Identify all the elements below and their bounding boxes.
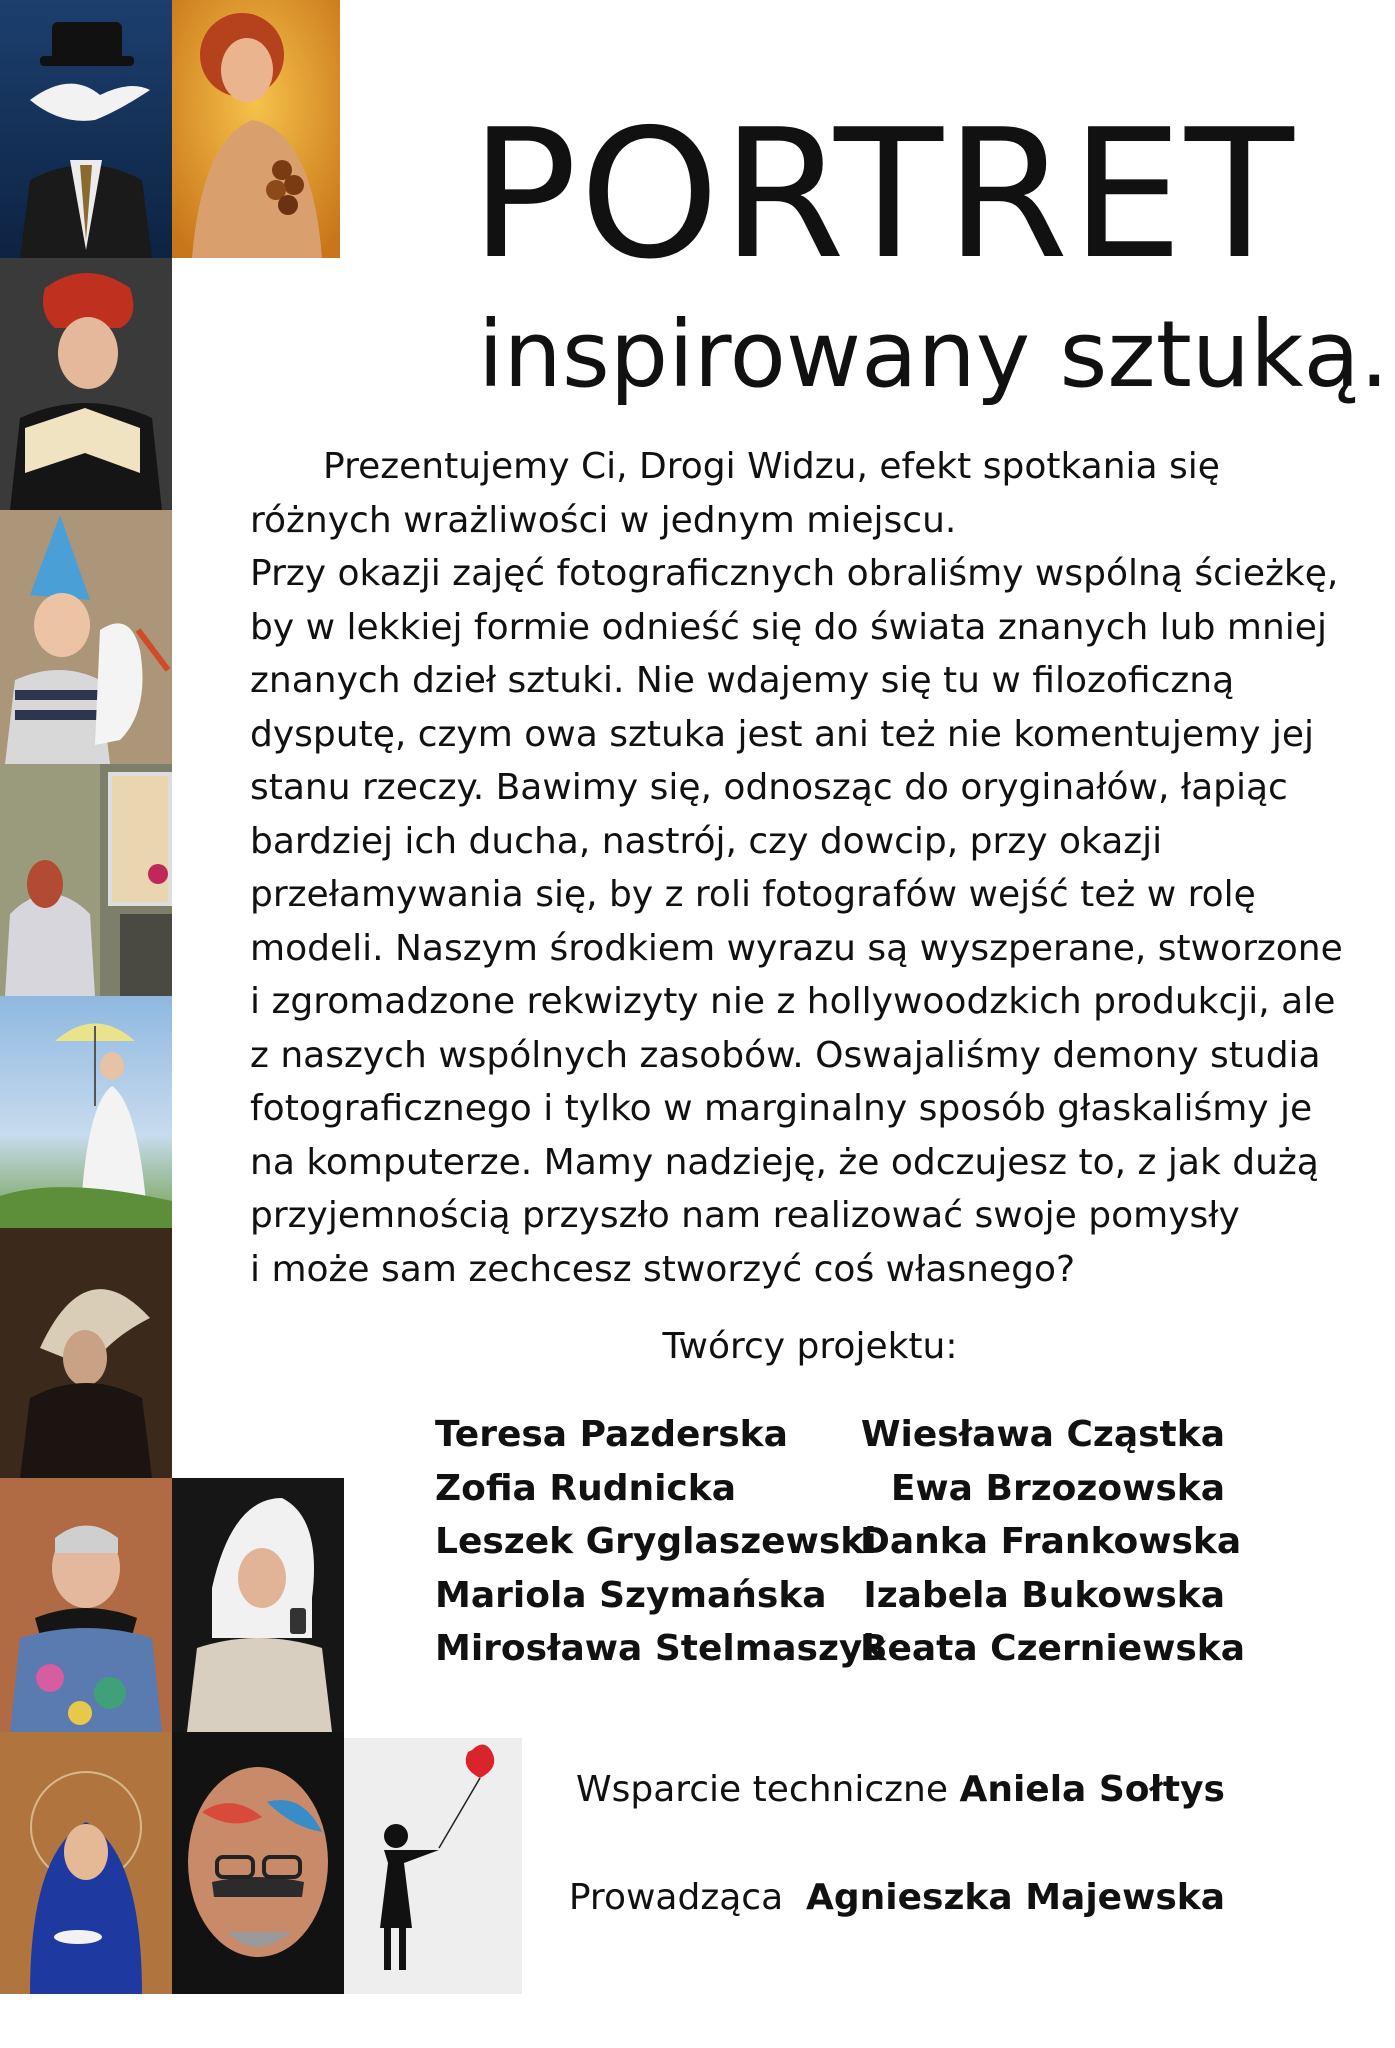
intro-line: różnych wrażliwości w jednym miejscu. [250, 499, 957, 541]
authors-list-right [860, 1408, 1246, 1676]
authors-heading: Twórcy projektu: [662, 1326, 958, 1367]
photo-man-painted-face [172, 1732, 344, 1994]
intro-line: przełamywania się, by z roli fotografów wejść też w rolę [250, 874, 1256, 915]
intro-line: modeli. Naszym środkiem wyrazu są wyszperane, stworzone [250, 927, 1343, 969]
intro-line: fotograficznego i tylko w marginalny sposób głaskaliśmy je [250, 1088, 1313, 1129]
photo-woman-red-turban-book [0, 258, 172, 510]
author-name: Wiesława Cząstka [860, 1414, 1225, 1455]
photo-woman-grapes [172, 0, 340, 258]
page-subtitle: inspirowany sztuką. [478, 301, 1389, 408]
intro-line: bardziej ich ducha, nastrój, czy dowcip, przy okazji [250, 820, 1163, 862]
lead-label: Prowadząca [568, 1877, 784, 1918]
photo-woman-at-window [0, 764, 172, 996]
intro-line: znanych dzieł sztuki. Nie wdajemy się tu w filozoficzną [250, 660, 1235, 701]
author-name: Ewa Brzozowska [890, 1467, 1225, 1509]
author-name: Zofia Rudnicka [435, 1467, 737, 1509]
author-name: Beata Czerniewska [860, 1628, 1246, 1669]
intro-line: Prezentujemy Ci, Drogi Widzu, efekt spotkania się [323, 446, 1220, 487]
author-name: Mirosława Stelmaszyk [435, 1628, 887, 1669]
support-label: Wsparcie techniczne [575, 1769, 948, 1810]
intro-line: by w lekkiej formie odnieść się do świata znanych lub mniej [250, 606, 1327, 648]
intro-line: przyjemnością przyszło nam realizować swoje pomysły [250, 1195, 1240, 1236]
intro-line: i może sam zechcesz stworzyć coś własnego? [250, 1248, 1076, 1290]
lead-credit [425, 1873, 1225, 1923]
author-name: Leszek Gryglaszewski [435, 1521, 877, 1562]
photo-man-bowler-hat-dove [0, 0, 172, 258]
author-name: Mariola Szymańska [435, 1574, 827, 1616]
authors-list-left [435, 1408, 887, 1676]
intro-line: z naszych wspólnych zasobów. Oswajaliśmy demony studia [250, 1034, 1321, 1076]
intro-paragraph [250, 440, 1350, 1296]
author-name: Izabela Bukowska [863, 1574, 1225, 1616]
author-name: Danka Frankowska [860, 1521, 1242, 1562]
intro-line: i zgromadzone rekwizyty nie z hollywoodzkich produkcji, ale [250, 981, 1336, 1022]
photo-woman-stork-blue-hat [0, 510, 172, 764]
support-name: Aniela Sołtys [959, 1769, 1225, 1810]
photo-woman-lace-fan [0, 1228, 172, 1478]
intro-line: na komputerze. Mamy nadzieję, że odczujesz to, z jak dużą [250, 1141, 1319, 1183]
intro-line: dysputę, czym owa sztuka jest ani też nie komentujemy jej [250, 713, 1314, 755]
author-name: Teresa Pazderska [435, 1414, 788, 1455]
intro-line: stanu rzeczy. Bawimy się, odnosząc do oryginałów, łapiąc [250, 767, 1288, 808]
technical-support-credit [425, 1765, 1225, 1815]
photo-woman-umbrella-meadow [0, 996, 172, 1228]
lead-name: Agnieszka Majewska [806, 1877, 1225, 1918]
intro-line: Przy okazji zajęć fotograficznych obraliśmy wspólną ścieżkę, [250, 553, 1339, 594]
photo-woman-white-veil-phone [172, 1478, 344, 1732]
photo-woman-blue-veil-cake [0, 1732, 172, 1994]
page-title: PORTRET [470, 91, 1296, 298]
photo-woman-fur-collar [0, 1478, 172, 1732]
